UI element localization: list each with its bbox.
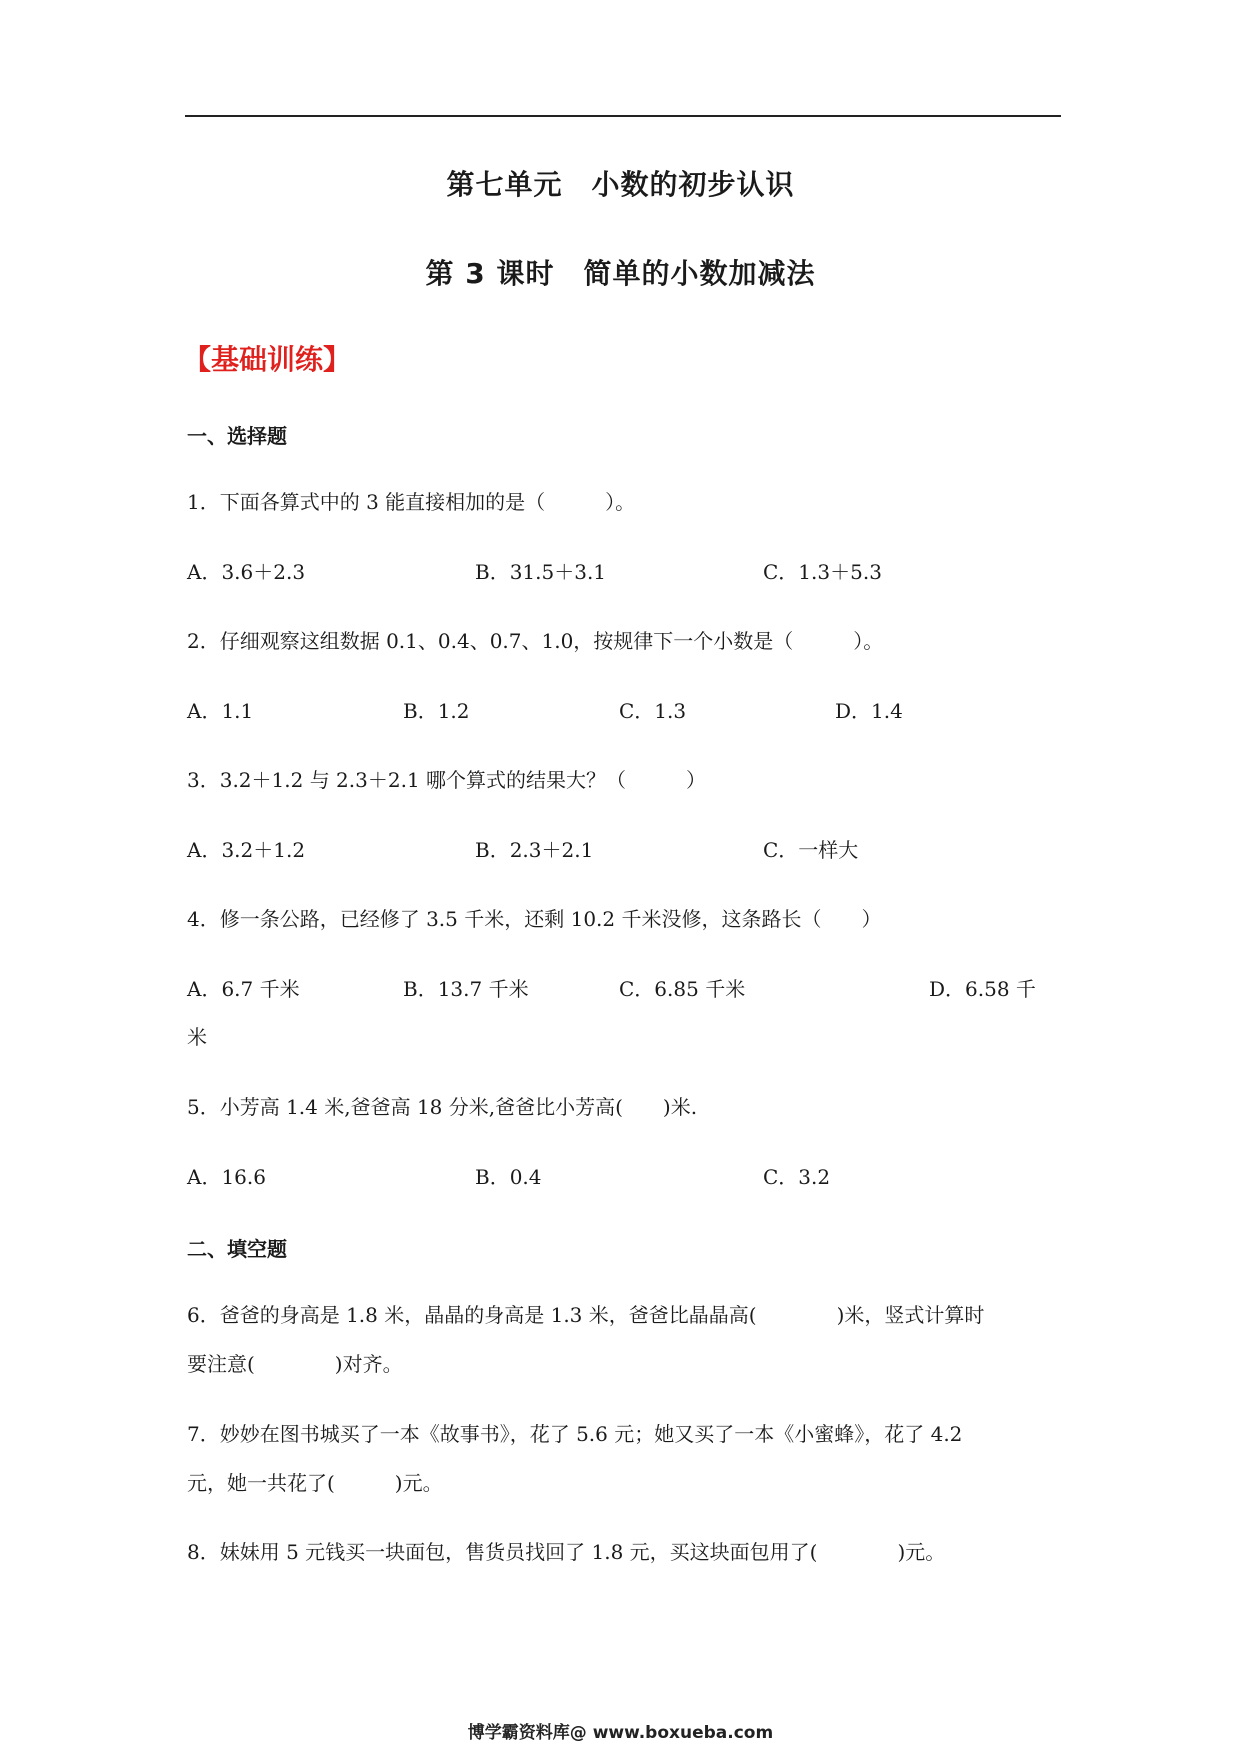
question-4: 4．修一条公路，已经修了 3.5 千米，还剩 10.2 千米没修，这条路长（ ） — [187, 907, 882, 931]
q4-option-d-wrap: 米 — [187, 1025, 207, 1049]
q1-option-b: B．31.5＋3.1 — [475, 560, 607, 584]
q2-option-d: D．1.4 — [835, 699, 903, 723]
question-7-line-2: 元，她一共花了( )元。 — [187, 1471, 443, 1495]
q4-option-c: C．6.85 千米 — [619, 977, 746, 1001]
part2-heading: 二、填空题 — [187, 1237, 287, 1261]
q5-option-c: C．3.2 — [763, 1165, 831, 1189]
q2-option-b: B．1.2 — [403, 699, 470, 723]
header-rule — [185, 115, 1061, 117]
lesson-title: 第 3 课时 简单的小数加减法 — [425, 257, 816, 290]
q4-option-d: D．6.58 千 — [929, 977, 1036, 1001]
section-label: 【基础训练】 — [183, 343, 352, 376]
q2-option-c: C．1.3 — [619, 699, 687, 723]
question-7-line-1: 7．妙妙在图书城买了一本《故事书》，花了 5.6 元；她又买了一本《小蜜蜂》，花了 4.2 — [187, 1422, 963, 1446]
q4-option-a: A．6.7 千米 — [187, 977, 300, 1001]
unit-title: 第七单元 小数的初步认识 — [446, 168, 795, 201]
q1-option-a: A．3.6＋2.3 — [187, 560, 306, 584]
q3-option-c: C．一样大 — [763, 838, 859, 862]
part1-heading: 一、选择题 — [187, 424, 287, 448]
q3-option-b: B．2.3＋2.1 — [475, 838, 594, 862]
q1-option-c: C．1.3＋5.3 — [763, 560, 882, 584]
question-2: 2．仔细观察这组数据 0.1、0.4、0.7、1.0，按规律下一个小数是（ ）。 — [187, 629, 884, 653]
q5-option-b: B．0.4 — [475, 1165, 542, 1189]
q2-option-a: A．1.1 — [187, 699, 254, 723]
question-5: 5．小芳高 1.4 米,爸爸高 18 分米,爸爸比小芳高( )米. — [187, 1095, 698, 1119]
q4-option-b: B．13.7 千米 — [403, 977, 529, 1001]
q5-option-a: A．16.6 — [187, 1165, 266, 1189]
footer-watermark: 博学霸资料库@ www.boxueba.com — [467, 1723, 774, 1743]
question-1: 1．下面各算式中的 3 能直接相加的是（ ）。 — [187, 490, 636, 514]
question-8-line-1: 8．妹妹用 5 元钱买一块面包，售货员找回了 1.8 元，买这块面包用了( )元。 — [187, 1540, 946, 1564]
question-6-line-1: 6．爸爸的身高是 1.8 米，晶晶的身高是 1.3 米，爸爸比晶晶高( )米，竖式计算时 — [187, 1303, 985, 1327]
q3-option-a: A．3.2＋1.2 — [187, 838, 306, 862]
question-6-line-2: 要注意( )对齐。 — [187, 1352, 403, 1376]
question-3: 3．3.2＋1.2 与 2.3＋2.1 哪个算式的结果大？（ ） — [187, 768, 707, 792]
